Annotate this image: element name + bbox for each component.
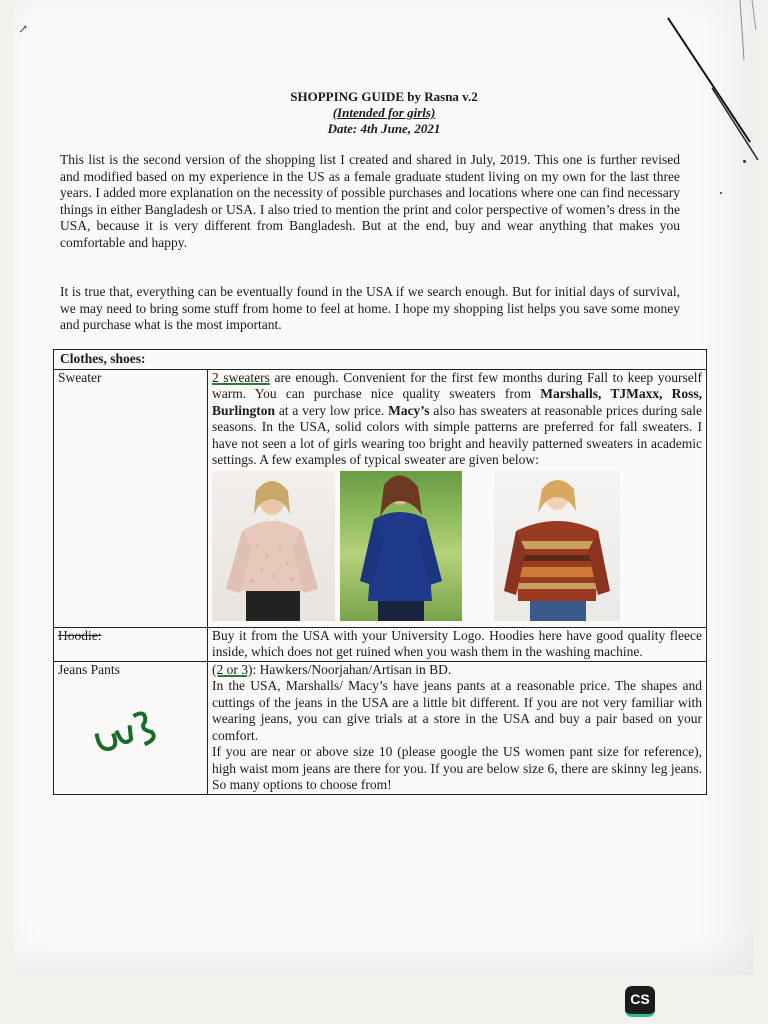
page-title: SHOPPING GUIDE by Rasna v.2 [290, 89, 478, 104]
row-label-text: Jeans Pants [58, 661, 120, 677]
hoodie-description: Buy it from the USA with your University Logo. Hoodies here have good quality fleece inside, which does not get ruined when you wash them in the washing machine. [208, 627, 707, 661]
corner-mark: ↗ [18, 22, 29, 36]
sweater-count: 2 sweaters [212, 369, 270, 385]
table-row-sweater [54, 369, 707, 627]
intro-paragraph-1: This list is the second version of the shopping list I created and shared in July, 2019. This one is further revised and modified based on my experience in the US as a female graduate student living on my own for the last three years. I added more explanation on the necessity of possible purchases and locations where one can find necessary things in either Bangladesh or USA. I also tried to mention the print and color perspective of women’s dress in the USA, because it is very different from Bangladesh. But at the end, buy and wear anything that makes you comfortable and happy. [60, 152, 680, 250]
jeans-line-3: If you are near or above size 10 (please google the US women pant size for reference), high waist mom jeans are there for you. If you are below size 6, there are skinny leg jeans. So many options to choose from! [212, 744, 702, 792]
row-label: Hoodie: [54, 627, 208, 661]
sweater-photo-patterned [494, 471, 620, 621]
sweater-photo-pink [212, 471, 335, 621]
sweater-photos [212, 471, 702, 627]
sweater-description [212, 370, 702, 469]
stray-mark [720, 192, 722, 194]
paper-fold-lines [640, 0, 768, 170]
jeans-text: : Hawkers/Noorjahan/Artisan in BD. [252, 661, 452, 677]
section-header: Clothes, shoes: [54, 350, 707, 370]
store-name-macys: Macy’s [388, 402, 430, 418]
row-content [208, 369, 707, 627]
sweater-text: also has sweaters at reasonable prices during sale seasons. In the USA, solid colors with simple patterns are preferred for fall sweaters. I have not seen a lot of girls wearing too bright and heavily patterned sweaters in academic settings. A few examples of typical sweater are given below: [212, 402, 702, 467]
camscanner-logo: CS [625, 986, 655, 1017]
store-names: Marshalls, TJMaxx, Ross, Burlington [212, 386, 703, 418]
document-header [0, 89, 768, 137]
jeans-count: (2 or 3) [212, 661, 253, 677]
sweater-photo-blue [340, 471, 462, 621]
jeans-line-1 [212, 662, 702, 679]
jeans-line-2: In the USA, Marshalls/ Macy’s have jeans pants at a reasonable price. The shapes and cuttings of the jeans in the USA are a little bit different. If you are not very familiar with wearing jeans, you can give trials at a store in the USA and buy a pair based on your comfort. [212, 678, 702, 743]
intro-paragraph-2: It is true that, everything can be eventually found in the USA if we search enough. But for initial days of survival, we may need to bring some stuff from home to feel at home. I hope my shopping list helps you save some money and purchase what is the most important. [60, 284, 680, 332]
page-date: Date: 4th June, 2021 [327, 121, 441, 136]
table-row-hoodie [54, 627, 707, 661]
sweater-text: at a very low price. [275, 402, 389, 418]
row-label: Sweater [54, 369, 208, 627]
sweater-text: are enough. Convenient for the first few months during Fall to keep yourself warm. You can purchase nice quality sweaters from [212, 369, 703, 401]
page-subtitle: (Intended for girls) [332, 105, 436, 120]
jeans-description [208, 661, 707, 794]
